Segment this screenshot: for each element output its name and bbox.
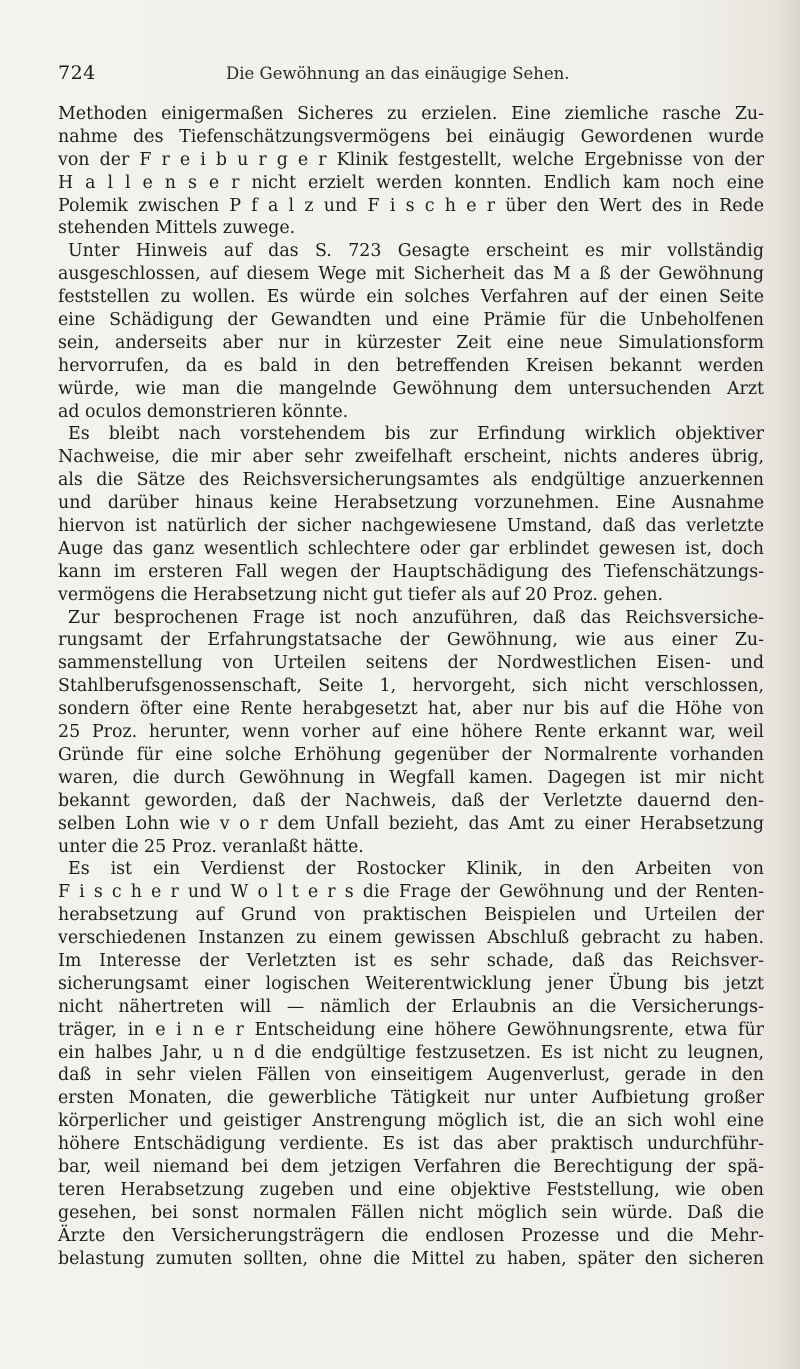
text-line: würde, wie man die mangelnde Gewöhnung dem untersuchenden Arzt: [58, 378, 764, 399]
text-line: Stahlberufsgenossenschaft, Seite 1, hervorgeht, sich nicht verschlossen,: [58, 676, 764, 697]
text-line: ausgeschlossen, auf diesem Wege mit Sicherheit das M a ß der Gewöhnung: [58, 264, 764, 285]
text-line: kann im ersteren Fall wegen der Hauptschädigung des Tiefenschätzungs-: [58, 561, 764, 582]
text-line: daß in sehr vielen Fällen von einseitigem Augenverlust, gerade in den: [58, 1065, 764, 1086]
text-line: Im Interesse der Verletzten ist es sehr schade, daß das Reichsver-: [58, 950, 764, 971]
text-line: verschiedenen Instanzen zu einem gewissen Abschluß gebracht zu haben.: [58, 928, 764, 949]
text-line: sicherungsamt einer logischen Weiterentwicklung jener Übung bis jetzt: [58, 973, 764, 994]
text-line: sammenstellung von Urteilen seitens der Nordwestlichen Eisen- und: [58, 653, 764, 674]
text-line: bar, weil niemand bei dem jetzigen Verfahren die Berechtigung der spä-: [58, 1156, 764, 1177]
paragraph-start-line: Zur besprochenen Frage ist noch anzuführen, daß das Reichsversiche-: [68, 607, 764, 628]
text-line: ersten Monaten, die gewerbliche Tätigkeit nur unter Aufbietung großer: [58, 1088, 764, 1109]
text-line: vermögens die Herabsetzung nicht gut tiefer als auf 20 Proz. gehen.: [58, 584, 664, 605]
paragraph-start-line: Unter Hinweis auf das S. 723 Gesagte erscheint es mir vollständig: [68, 241, 764, 262]
text-line: F i s c h e r und W o l t e r s die Frage der Gewöhnung und der Renten-: [58, 882, 764, 903]
text-line: von der F r e i b u r g e r Klinik festgestellt, welche Ergebnisse von der: [58, 149, 764, 170]
text-line: nicht nähertreten will — nämlich der Erlaubnis an die Versicherungs-: [58, 996, 764, 1017]
running-title: Die Gewöhnung an das einäugige Sehen.: [226, 64, 570, 83]
text-line: feststellen zu wollen. Es würde ein solches Verfahren auf der einen Seite: [58, 287, 764, 308]
text-line: waren, die durch Gewöhnung in Wegfall kamen. Dagegen ist mir nicht: [58, 767, 764, 788]
text-line: Gründe für eine solche Erhöhung gegenüber der Normalrente vorhanden: [58, 744, 764, 765]
text-line: Methoden einigermaßen Sicheres zu erzielen. Eine ziemliche rasche Zu-: [58, 104, 764, 124]
text-line: hiervon ist natürlich der sicher nachgewiesene Umstand, daß das verletzte: [58, 516, 764, 537]
text-line: gesehen, bei sonst normalen Fällen nicht möglich sein würde. Daß die: [58, 1202, 764, 1223]
text-line: höhere Entschädigung verdiente. Es ist das aber praktisch undurchführ-: [58, 1134, 764, 1155]
text-line: unter die 25 Proz. veranlaßt hätte.: [58, 836, 364, 857]
text-line: ad oculos demonstrieren könnte.: [58, 401, 349, 422]
paragraph-start-line: Es bleibt nach vorstehendem bis zur Erfindung wirklich objektiver: [68, 424, 764, 445]
text-line: als die Sätze des Reichsversicherungsamtes als endgültige anzuerkennen: [58, 470, 764, 491]
text-line: und darüber hinaus keine Herabsetzung vorzunehmen. Eine Ausnahme: [58, 493, 764, 514]
text-line: rungsamt der Erfahrungstatsache der Gewöhnung, wie aus einer Zu-: [58, 630, 764, 651]
text-line: Nachweise, die mir aber sehr zweifelhaft erscheint, nichts anderes übrig,: [58, 447, 764, 468]
text-line: stehenden Mittels zuwege.: [58, 218, 296, 239]
text-line: bekannt geworden, daß der Nachweis, daß der Verletzte dauernd den-: [58, 790, 764, 811]
paragraph-start-line: Es ist ein Verdienst der Rostocker Klinik, in den Arbeiten von: [68, 859, 764, 880]
text-line: teren Herabsetzung zugeben und eine objektive Feststellung, wie oben: [58, 1179, 764, 1200]
text-line: selben Lohn wie v o r dem Unfall bezieht, das Amt zu einer Herabsetzung: [58, 813, 764, 834]
text-line: nahme des Tiefenschätzungsvermögens bei einäugig Gewordenen wurde: [58, 126, 764, 147]
text-line: herabsetzung auf Grund von praktischen Beispielen und Urteilen der: [58, 905, 764, 926]
text-line: belastung zumuten sollten, ohne die Mittel zu haben, später den sicheren: [58, 1248, 764, 1269]
text-line: hervorrufen, da es bald in den betreffenden Kreisen bekannt werden: [58, 355, 764, 376]
text-line: eine Schädigung der Gewandten und eine Prämie für die Unbeholfenen: [58, 310, 764, 331]
text-line: körperlicher und geistiger Anstrengung möglich ist, die an sich wohl eine: [58, 1111, 764, 1132]
text-line: Ärzte den Versicherungsträgern die endlosen Prozesse und die Mehr-: [58, 1225, 764, 1246]
page-header: [58, 62, 758, 92]
page-number: 724: [58, 62, 96, 84]
text-line: sondern öfter eine Rente herabgesetzt hat, aber nur bis auf die Höhe von: [58, 699, 764, 720]
text-line: 25 Proz. herunter, wenn vorher auf eine höhere Rente erkannt war, weil: [58, 722, 764, 743]
text-line: Auge das ganz wesentlich schlechtere oder gar erblindet gewesen ist, doch: [58, 538, 764, 559]
text-line: ein halbes Jahr, u n d die endgültige festzusetzen. Es ist nicht zu leugnen,: [58, 1042, 764, 1063]
text-line: H a l l e n s e r nicht erzielt werden konnten. Endlich kam noch eine: [58, 172, 764, 193]
text-line: träger, in e i n e r Entscheidung eine höhere Gewöhnungsrente, etwa für: [58, 1019, 764, 1040]
text-line: Polemik zwischen P f a l z und F i s c h e r über den Wert des in Rede: [58, 195, 764, 216]
body-text: [58, 103, 764, 1270]
text-line: sein, anderseits aber nur in kürzester Zeit eine neue Simulationsform: [58, 332, 764, 353]
